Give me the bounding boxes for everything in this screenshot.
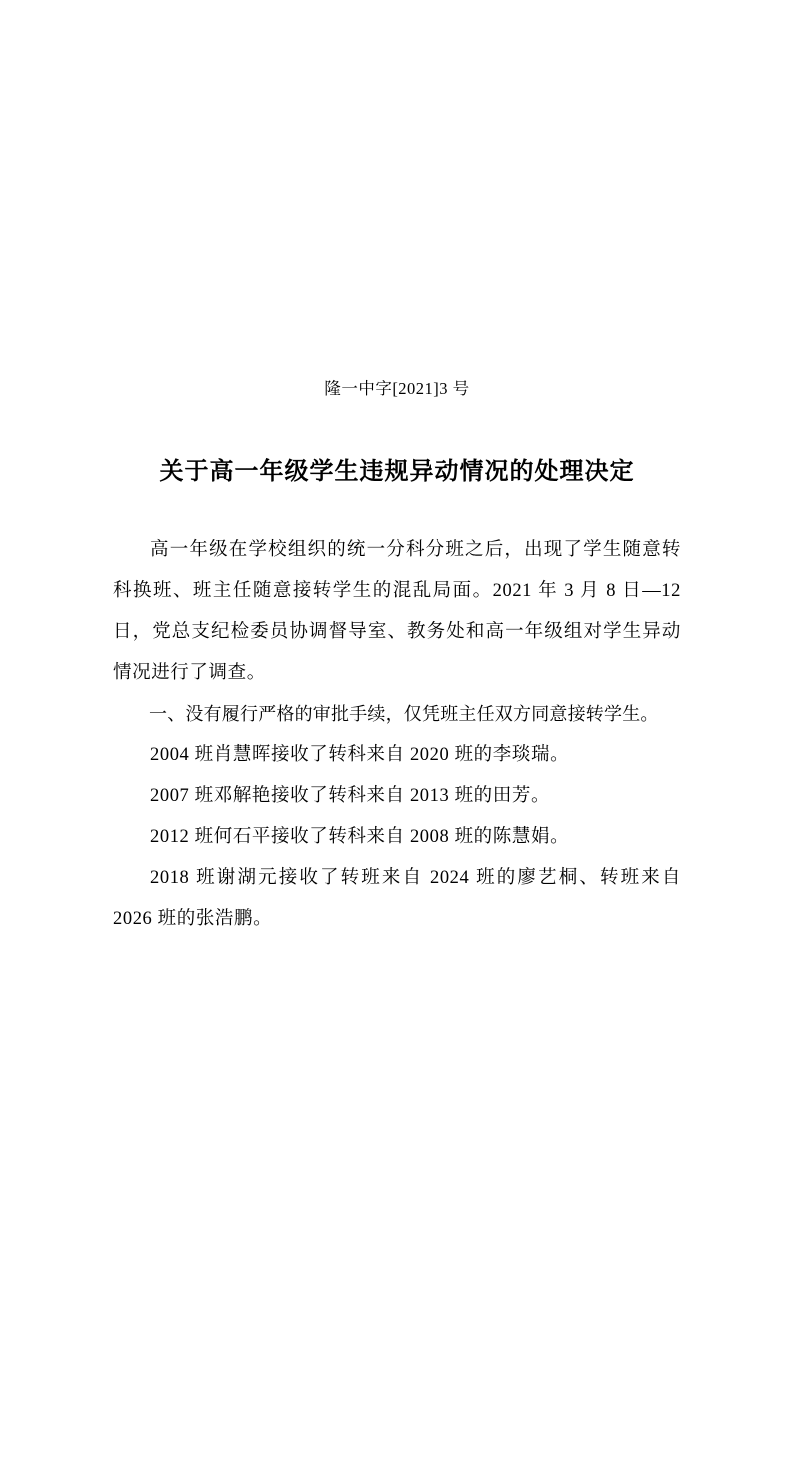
paragraph-intro: 高一年级在学校组织的统一分科分班之后，出现了学生随意转科换班、班主任随意接转学生的混乱局面。2021 年 3 月 8 日—12 日，党总支纪检委员协调督导室、教务处和高一年级组对学生异动情况进行了调查。 [113, 540, 681, 683]
paragraph-case-2018: 2018 班谢湖元接收了转班来自 2024 班的廖艺桐、转班来自 2026 班的张浩鹏。 [113, 868, 681, 929]
paragraph-case-2007: 2007 班邓解艳接收了转科来自 2013 班的田芳。 [150, 786, 551, 806]
paragraph-case-2012: 2012 班何石平接收了转科来自 2008 班的陈慧娟。 [150, 827, 570, 847]
paragraph-case-2004: 2004 班肖慧晖接收了转科来自 2020 班的李琰瑞。 [150, 745, 570, 765]
paragraph-section-one: 一、没有履行严格的审批手续，仅凭班主任双方同意接转学生。 [149, 704, 659, 725]
document-body [113, 530, 681, 940]
document-page [0, 375, 794, 1483]
page-title: 关于高一年级学生违规异动情况的处理决定 [159, 457, 635, 485]
document-number: 隆一中字[2021]3 号 [324, 379, 470, 398]
